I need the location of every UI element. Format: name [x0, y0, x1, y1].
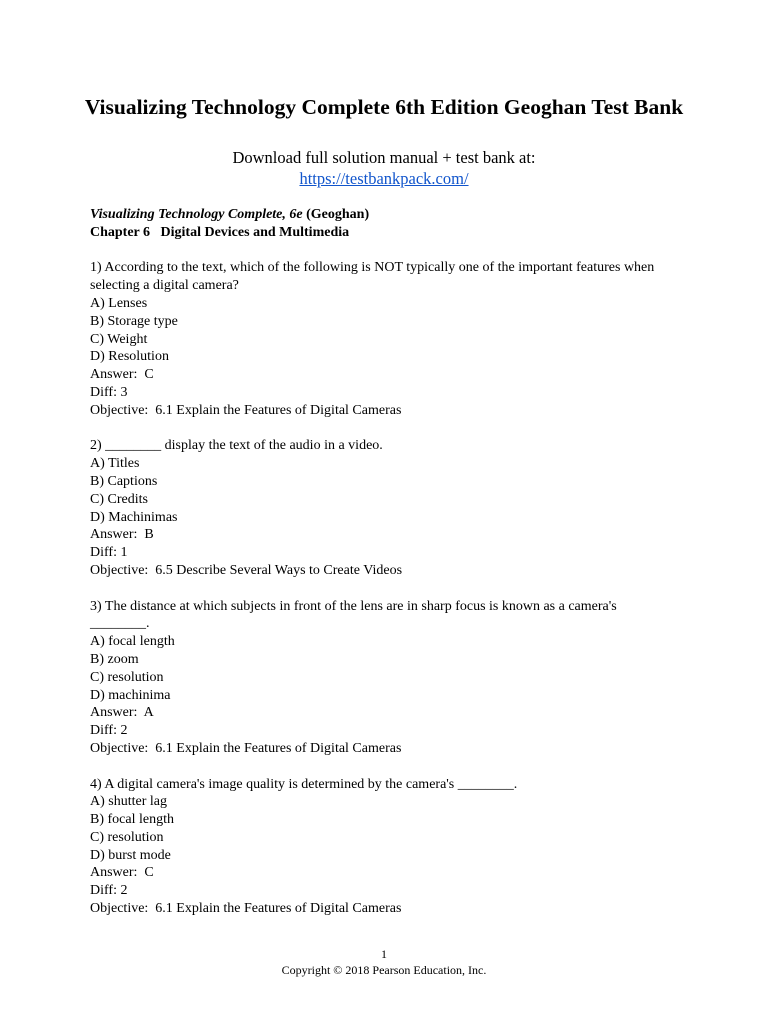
- book-line: [90, 206, 690, 224]
- answer-option: B) Storage type: [90, 313, 178, 329]
- question-stem: 4) A digital camera's image quality is determined by the camera's ________.: [90, 776, 518, 792]
- answer-key: Answer: C: [90, 367, 154, 383]
- chapter-label: Chapter 6: [90, 224, 151, 240]
- difficulty: Diff: 3: [90, 384, 128, 400]
- question-1: [90, 259, 690, 419]
- test-bank-content: [90, 206, 690, 936]
- objective: Objective: 6.1 Explain the Features of Digital Cameras: [90, 740, 402, 756]
- answer-option: D) machinima: [90, 687, 171, 703]
- answer-option: C) resolution: [90, 829, 164, 845]
- answer-option: A) shutter lag: [90, 794, 167, 810]
- question-3: [90, 598, 690, 758]
- book-title: Visualizing Technology Complete, 6e: [90, 207, 303, 222]
- answer-option: A) Lenses: [90, 295, 148, 311]
- answer-option: D) Resolution: [90, 349, 169, 365]
- document-title: Visualizing Technology Complete 6th Edition Geoghan Test Bank: [84, 95, 684, 119]
- download-link-container: [60, 169, 708, 189]
- objective: Objective: 6.1 Explain the Features of Digital Cameras: [90, 402, 402, 418]
- answer-option: A) focal length: [90, 634, 175, 650]
- answer-option: D) Machinimas: [90, 509, 178, 525]
- book-author: (Geoghan): [302, 207, 370, 222]
- page-footer: [0, 946, 768, 978]
- answer-option: B) Captions: [90, 473, 158, 489]
- answer-option: B) zoom: [90, 651, 139, 667]
- answer-option: C) Credits: [90, 491, 148, 507]
- question-4: [90, 776, 690, 918]
- question-stem: 2) ________ display the text of the audio in a video.: [90, 438, 383, 454]
- question-2: [90, 437, 690, 579]
- chapter-title: Digital Devices and Multimedia: [160, 224, 350, 240]
- spacer: [90, 242, 690, 260]
- copyright-notice: Copyright © 2018 Pearson Education, Inc.: [281, 963, 487, 977]
- difficulty: Diff: 2: [90, 883, 128, 899]
- question-stem: 3) The distance at which subjects in front of the lens are in sharp focus is known as a camera's ________.: [90, 598, 617, 632]
- difficulty: Diff: 1: [90, 545, 128, 561]
- objective: Objective: 6.5 Describe Several Ways to Create Videos: [90, 562, 403, 578]
- answer-option: B) focal length: [90, 812, 174, 828]
- answer-option: C) resolution: [90, 669, 164, 685]
- objective: Objective: 6.1 Explain the Features of Digital Cameras: [90, 901, 402, 917]
- answer-key: Answer: B: [90, 527, 154, 543]
- answer-option: D) burst mode: [90, 847, 171, 863]
- question-stem: 1) According to the text, which of the following is NOT typically one of the important features when selecting a digital camera?: [90, 260, 655, 294]
- page-number: 1: [381, 947, 387, 961]
- chapter-heading: [90, 224, 690, 242]
- answer-option: C) Weight: [90, 331, 148, 347]
- answer-option: A) Titles: [90, 456, 140, 472]
- answer-key: Answer: C: [90, 865, 154, 881]
- difficulty: Diff: 2: [90, 723, 128, 739]
- answer-key: Answer: A: [90, 705, 154, 721]
- download-link[interactable]: https://testbankpack.com/: [299, 169, 469, 188]
- download-text: Download full solution manual + test bank at:: [232, 148, 536, 167]
